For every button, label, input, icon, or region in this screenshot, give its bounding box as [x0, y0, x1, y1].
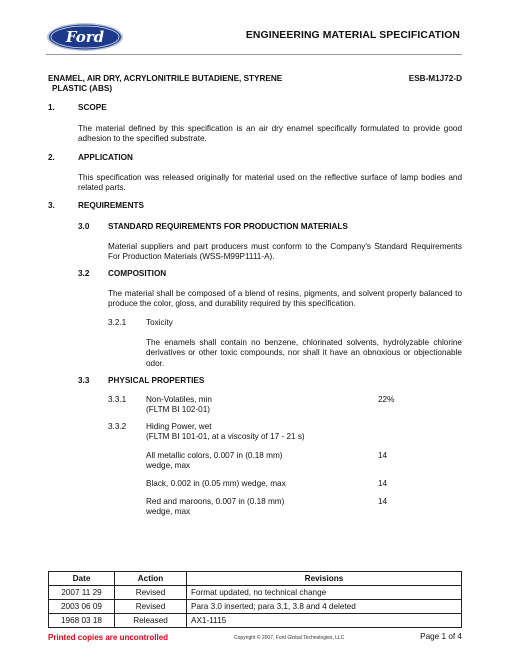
table-row: [49, 586, 462, 600]
section-2-body: This specification was released originally for material used on the reflective surface of lamp bodies and related parts.: [78, 173, 462, 193]
section-3-3-number: 3.3: [78, 376, 90, 385]
revision-description: Para 3.0 inserted; para 3.1, 3.8 and 4 deleted: [187, 600, 462, 614]
logo-text: Ford: [65, 28, 105, 46]
hiding-item-2-line1: Black, 0.002 in (0.05 mm) wedge, max: [146, 479, 286, 488]
section-3-3-2-line2: (FLTM BI 101-01, at a viscosity of 17 - 21 s): [146, 432, 305, 441]
page-number: Page 1 of 4: [420, 632, 462, 641]
revision-table-header: [49, 572, 462, 586]
hiding-item-1-value: 14: [378, 451, 388, 460]
column-header-action: Action: [115, 572, 187, 586]
section-3-title: REQUIREMENTS: [78, 201, 144, 210]
revision-description: AX1-1115: [187, 614, 462, 628]
ford-logo: [46, 22, 124, 52]
spec-number: ESB-M1J72-D: [408, 74, 462, 83]
revision-table: [48, 571, 462, 628]
section-3-number: 3.: [48, 201, 55, 210]
section-2-number: 2.: [48, 153, 55, 162]
column-header-date: Date: [49, 572, 115, 586]
section-3-3-2-number: 3.3.2: [108, 422, 127, 431]
revision-description: Format updated, no technical change: [187, 586, 462, 600]
section-1-number: 1.: [48, 103, 55, 112]
section-3-2-1-body: The enamels shall contain no benzene, chlorinated solvents, hydrolyzable chlorine derivatives or other toxic compounds, nor shall it have an obnoxious or objectionable odor.: [146, 338, 462, 368]
section-3-3-1-number: 3.3.1: [108, 395, 127, 404]
section-3-2-body: The material shall be composed of a blend of resins, pigments, and solvent properly balanced to produce the color, gloss, and durability required by this specification.: [108, 289, 462, 309]
hiding-item-2-value: 14: [378, 479, 388, 488]
table-row: [49, 614, 462, 628]
hiding-item-3-line2: wedge, max: [146, 507, 191, 516]
uncontrolled-copy-notice: Printed copies are uncontrolled: [48, 633, 169, 642]
section-3-2-1-number: 3.2.1: [108, 318, 127, 327]
spec-name-line1: ENAMEL, AIR DRY, ACRYLONITRILE BUTADIENE, STYRENE: [48, 74, 283, 83]
revision-date: 2007 11 29: [49, 586, 115, 600]
section-3-0-number: 3.0: [78, 222, 90, 231]
hiding-item-1-line2: wedge, max: [146, 461, 191, 470]
table-row: [49, 600, 462, 614]
document-type-title: ENGINEERING MATERIAL SPECIFICATION: [245, 30, 460, 41]
section-1-body: The material defined by this specification is an air dry enamel specifically formulated to provide good adhesion to the specified substrate.: [78, 124, 462, 144]
spec-name-line2: PLASTIC (ABS): [52, 84, 113, 93]
revision-action: Revised: [115, 586, 187, 600]
revision-date: 2003 06 09: [49, 600, 115, 614]
copyright-notice: Copyright © 2007, Ford Global Technologies, LLC: [234, 635, 345, 641]
hiding-item-3-value: 14: [378, 497, 388, 506]
section-3-3-1-line1: Non-Volatiles, min: [146, 395, 212, 404]
column-header-revisions: Revisions: [187, 572, 462, 586]
hiding-item-3-line1: Red and maroons, 0.007 in (0.18 mm): [146, 497, 285, 506]
section-3-2-title: COMPOSITION: [108, 269, 167, 278]
header-divider: [46, 54, 462, 55]
section-3-3-1-value: 22%: [378, 395, 395, 404]
section-3-3-2-line1: Hiding Power, wet: [146, 422, 212, 431]
section-3-2-1-title: Toxicity: [146, 318, 173, 327]
section-3-2-number: 3.2: [78, 269, 90, 278]
hiding-item-1-line1: All metallic colors, 0.007 in (0.18 mm): [146, 451, 283, 460]
revision-date: 1968 03 18: [49, 614, 115, 628]
section-3-0-title: STANDARD REQUIREMENTS FOR PRODUCTION MATERIALS: [108, 222, 348, 231]
section-3-3-title: PHYSICAL PROPERTIES: [108, 376, 205, 385]
section-1-title: SCOPE: [78, 103, 107, 112]
section-3-0-body: Material suppliers and part producers must conform to the Company's Standard Requirements For Production Materials (WSS-M99P1111-A).: [108, 242, 462, 262]
section-2-title: APPLICATION: [78, 153, 133, 162]
revision-action: Released: [115, 614, 187, 628]
revision-action: Revised: [115, 600, 187, 614]
section-3-3-1-line2: (FLTM BI 102-01): [146, 405, 210, 414]
